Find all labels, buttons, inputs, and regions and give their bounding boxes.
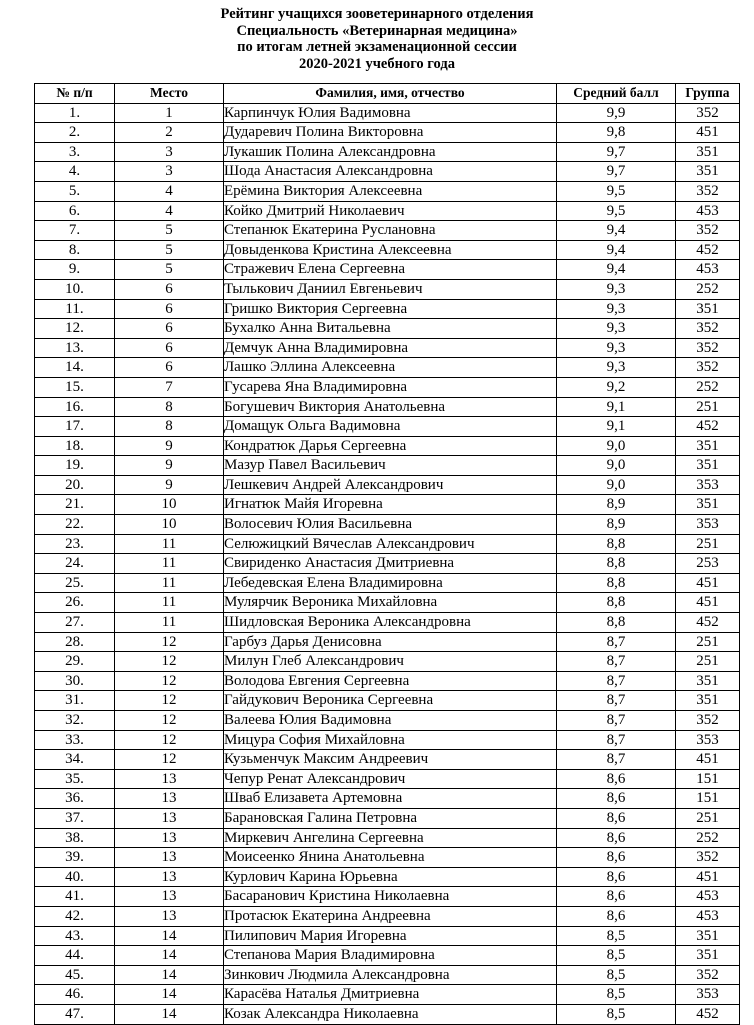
table-row	[35, 652, 740, 672]
average-score-cell: 8,8	[557, 534, 676, 554]
group-cell: 351	[676, 162, 740, 182]
average-score-cell: 9,7	[557, 142, 676, 162]
average-score-cell: 9,3	[557, 319, 676, 339]
average-score-cell: 9,4	[557, 221, 676, 241]
place-cell: 10	[115, 515, 224, 535]
average-score-cell: 8,8	[557, 573, 676, 593]
column-header-average-score: Средний балл	[557, 84, 676, 104]
average-score-cell: 9,0	[557, 456, 676, 476]
table-row	[35, 417, 740, 437]
full-name-cell: Гарбуз Дарья Денисовна	[224, 632, 557, 652]
full-name-cell: Селюжицкий Вячеслав Александрович	[224, 534, 557, 554]
row-number-cell: 31.	[35, 691, 115, 711]
row-number-cell: 30.	[35, 671, 115, 691]
group-cell: 253	[676, 554, 740, 574]
table-row	[35, 965, 740, 985]
average-score-cell: 8,6	[557, 828, 676, 848]
full-name-cell: Мицура София Михайловна	[224, 730, 557, 750]
place-cell: 6	[115, 299, 224, 319]
group-cell: 452	[676, 240, 740, 260]
group-cell: 453	[676, 201, 740, 221]
row-number-cell: 40.	[35, 867, 115, 887]
place-cell: 2	[115, 123, 224, 143]
place-cell: 9	[115, 436, 224, 456]
row-number-cell: 17.	[35, 417, 115, 437]
place-cell: 13	[115, 848, 224, 868]
place-cell: 14	[115, 946, 224, 966]
full-name-cell: Кондратюк Дарья Сергеевна	[224, 436, 557, 456]
header-academic-year: 2020-2021 учебного года	[299, 55, 455, 72]
full-name-cell: Шода Анастасия Александровна	[224, 162, 557, 182]
group-cell: 352	[676, 338, 740, 358]
place-cell: 14	[115, 965, 224, 985]
table-row	[35, 730, 740, 750]
average-score-cell: 9,9	[557, 103, 676, 123]
row-number-cell: 39.	[35, 848, 115, 868]
full-name-cell: Степанова Мария Владимировна	[224, 946, 557, 966]
average-score-cell: 8,9	[557, 495, 676, 515]
group-cell: 352	[676, 711, 740, 731]
row-number-cell: 21.	[35, 495, 115, 515]
full-name-cell: Домащук Ольга Вадимовна	[224, 417, 557, 437]
table-row	[35, 534, 740, 554]
table-row	[35, 377, 740, 397]
table-row	[35, 808, 740, 828]
table-row	[35, 985, 740, 1005]
row-number-cell: 32.	[35, 711, 115, 731]
table-row	[35, 750, 740, 770]
average-score-cell: 8,6	[557, 789, 676, 809]
average-score-cell: 8,7	[557, 750, 676, 770]
place-cell: 8	[115, 417, 224, 437]
full-name-cell: Гришко Виктория Сергеевна	[224, 299, 557, 319]
group-cell: 453	[676, 260, 740, 280]
row-number-cell: 26.	[35, 593, 115, 613]
table-row	[35, 848, 740, 868]
full-name-cell: Довыденкова Кристина Алексеевна	[224, 240, 557, 260]
average-score-cell: 9,2	[557, 377, 676, 397]
place-cell: 6	[115, 338, 224, 358]
group-cell: 352	[676, 221, 740, 241]
full-name-cell: Гайдукович Вероника Сергеевна	[224, 691, 557, 711]
group-cell: 252	[676, 828, 740, 848]
table-row	[35, 358, 740, 378]
row-number-cell: 11.	[35, 299, 115, 319]
row-number-cell: 44.	[35, 946, 115, 966]
group-cell: 151	[676, 769, 740, 789]
row-number-cell: 10.	[35, 279, 115, 299]
row-number-cell: 45.	[35, 965, 115, 985]
table-row	[35, 181, 740, 201]
row-number-cell: 25.	[35, 573, 115, 593]
rating-table	[34, 83, 740, 1025]
table-row	[35, 162, 740, 182]
place-cell: 13	[115, 867, 224, 887]
full-name-cell: Стражевич Елена Сергеевна	[224, 260, 557, 280]
group-cell: 351	[676, 946, 740, 966]
table-row	[35, 240, 740, 260]
table-row	[35, 123, 740, 143]
full-name-cell: Демчук Анна Владимировна	[224, 338, 557, 358]
place-cell: 3	[115, 142, 224, 162]
table-row	[35, 142, 740, 162]
group-cell: 251	[676, 534, 740, 554]
table-row	[35, 554, 740, 574]
row-number-cell: 12.	[35, 319, 115, 339]
full-name-cell: Пилипович Мария Игоревна	[224, 926, 557, 946]
row-number-cell: 1.	[35, 103, 115, 123]
column-header-number: № п/п	[35, 84, 115, 104]
row-number-cell: 16.	[35, 397, 115, 417]
group-cell: 352	[676, 319, 740, 339]
table-row	[35, 887, 740, 907]
row-number-cell: 28.	[35, 632, 115, 652]
average-score-cell: 8,8	[557, 554, 676, 574]
row-number-cell: 23.	[35, 534, 115, 554]
place-cell: 11	[115, 593, 224, 613]
header-title: Рейтинг учащихся зооветеринарного отделения	[220, 6, 534, 22]
group-cell: 353	[676, 985, 740, 1005]
row-number-cell: 7.	[35, 221, 115, 241]
row-number-cell: 43.	[35, 926, 115, 946]
row-number-cell: 15.	[35, 377, 115, 397]
average-score-cell: 8,7	[557, 671, 676, 691]
average-score-cell: 8,6	[557, 887, 676, 907]
average-score-cell: 8,8	[557, 593, 676, 613]
average-score-cell: 8,5	[557, 926, 676, 946]
average-score-cell: 8,6	[557, 848, 676, 868]
full-name-cell: Ерёмина Виктория Алексеевна	[224, 181, 557, 201]
table-row	[35, 828, 740, 848]
row-number-cell: 5.	[35, 181, 115, 201]
table-row	[35, 691, 740, 711]
row-number-cell: 46.	[35, 985, 115, 1005]
place-cell: 10	[115, 495, 224, 515]
group-cell: 351	[676, 691, 740, 711]
table-body	[35, 103, 740, 1024]
place-cell: 14	[115, 985, 224, 1005]
full-name-cell: Милун Глеб Александрович	[224, 652, 557, 672]
full-name-cell: Карпинчук Юлия Вадимовна	[224, 103, 557, 123]
average-score-cell: 9,7	[557, 162, 676, 182]
row-number-cell: 18.	[35, 436, 115, 456]
place-cell: 3	[115, 162, 224, 182]
row-number-cell: 4.	[35, 162, 115, 182]
full-name-cell: Кузьменчук Максим Андреевич	[224, 750, 557, 770]
average-score-cell: 8,5	[557, 985, 676, 1005]
row-number-cell: 19.	[35, 456, 115, 476]
table-row	[35, 613, 740, 633]
group-cell: 351	[676, 456, 740, 476]
group-cell: 251	[676, 632, 740, 652]
row-number-cell: 27.	[35, 613, 115, 633]
group-cell: 451	[676, 573, 740, 593]
full-name-cell: Бухалко Анна Витальевна	[224, 319, 557, 339]
full-name-cell: Койко Дмитрий Николаевич	[224, 201, 557, 221]
table-row	[35, 946, 740, 966]
group-cell: 451	[676, 123, 740, 143]
average-score-cell: 8,9	[557, 515, 676, 535]
group-cell: 451	[676, 593, 740, 613]
place-cell: 14	[115, 926, 224, 946]
place-cell: 12	[115, 632, 224, 652]
table-row	[35, 279, 740, 299]
average-score-cell: 9,3	[557, 299, 676, 319]
table-row	[35, 475, 740, 495]
column-header-group: Группа	[676, 84, 740, 104]
average-score-cell: 8,5	[557, 1004, 676, 1024]
row-number-cell: 34.	[35, 750, 115, 770]
place-cell: 13	[115, 789, 224, 809]
place-cell: 5	[115, 240, 224, 260]
table-row	[35, 319, 740, 339]
table-row	[35, 867, 740, 887]
average-score-cell: 8,7	[557, 711, 676, 731]
table-header-row	[35, 84, 740, 104]
full-name-cell: Свириденко Анастасия Дмитриевна	[224, 554, 557, 574]
full-name-cell: Степанюк Екатерина Руслановна	[224, 221, 557, 241]
place-cell: 6	[115, 279, 224, 299]
full-name-cell: Дударевич Полина Викторовна	[224, 123, 557, 143]
header-session: по итогам летней экзаменационной сессии	[237, 39, 517, 56]
table-row	[35, 593, 740, 613]
full-name-cell: Шваб Елизавета Артемовна	[224, 789, 557, 809]
group-cell: 252	[676, 279, 740, 299]
place-cell: 14	[115, 1004, 224, 1024]
table-row	[35, 397, 740, 417]
row-number-cell: 13.	[35, 338, 115, 358]
table-row	[35, 495, 740, 515]
column-header-place: Место	[115, 84, 224, 104]
full-name-cell: Тылькович Даниил Евгеньевич	[224, 279, 557, 299]
place-cell: 12	[115, 730, 224, 750]
full-name-cell: Курлович Карина Юрьевна	[224, 867, 557, 887]
place-cell: 12	[115, 691, 224, 711]
full-name-cell: Басаранович Кристина Николаевна	[224, 887, 557, 907]
row-number-cell: 6.	[35, 201, 115, 221]
full-name-cell: Лешкевич Андрей Александрович	[224, 475, 557, 495]
group-cell: 351	[676, 436, 740, 456]
group-cell: 353	[676, 475, 740, 495]
group-cell: 352	[676, 103, 740, 123]
place-cell: 4	[115, 181, 224, 201]
row-number-cell: 29.	[35, 652, 115, 672]
place-cell: 13	[115, 828, 224, 848]
group-cell: 353	[676, 515, 740, 535]
document-header	[0, 6, 754, 72]
average-score-cell: 9,5	[557, 201, 676, 221]
row-number-cell: 42.	[35, 906, 115, 926]
average-score-cell: 8,7	[557, 691, 676, 711]
group-cell: 151	[676, 789, 740, 809]
full-name-cell: Мулярчик Вероника Михайловна	[224, 593, 557, 613]
place-cell: 12	[115, 711, 224, 731]
table-row	[35, 299, 740, 319]
full-name-cell: Миркевич Ангелина Сергеевна	[224, 828, 557, 848]
place-cell: 5	[115, 260, 224, 280]
average-score-cell: 9,1	[557, 417, 676, 437]
group-cell: 452	[676, 417, 740, 437]
place-cell: 4	[115, 201, 224, 221]
group-cell: 453	[676, 887, 740, 907]
average-score-cell: 9,1	[557, 397, 676, 417]
group-cell: 452	[676, 613, 740, 633]
table-row	[35, 221, 740, 241]
average-score-cell: 9,4	[557, 240, 676, 260]
row-number-cell: 35.	[35, 769, 115, 789]
group-cell: 352	[676, 848, 740, 868]
table-row	[35, 573, 740, 593]
average-score-cell: 9,0	[557, 475, 676, 495]
group-cell: 351	[676, 926, 740, 946]
place-cell: 13	[115, 906, 224, 926]
table-row	[35, 201, 740, 221]
full-name-cell: Карасёва Наталья Дмитриевна	[224, 985, 557, 1005]
row-number-cell: 8.	[35, 240, 115, 260]
place-cell: 11	[115, 554, 224, 574]
place-cell: 11	[115, 613, 224, 633]
group-cell: 352	[676, 358, 740, 378]
place-cell: 7	[115, 377, 224, 397]
full-name-cell: Протасюк Екатерина Андреевна	[224, 906, 557, 926]
table-row	[35, 515, 740, 535]
full-name-cell: Барановская Галина Петровна	[224, 808, 557, 828]
group-cell: 251	[676, 397, 740, 417]
full-name-cell: Моисеенко Янина Анатольевна	[224, 848, 557, 868]
table-row	[35, 338, 740, 358]
full-name-cell: Лукашик Полина Александровна	[224, 142, 557, 162]
row-number-cell: 20.	[35, 475, 115, 495]
average-score-cell: 8,7	[557, 730, 676, 750]
place-cell: 8	[115, 397, 224, 417]
place-cell: 12	[115, 750, 224, 770]
row-number-cell: 24.	[35, 554, 115, 574]
full-name-cell: Валеева Юлия Вадимовна	[224, 711, 557, 731]
average-score-cell: 9,0	[557, 436, 676, 456]
place-cell: 9	[115, 475, 224, 495]
table-row	[35, 769, 740, 789]
row-number-cell: 36.	[35, 789, 115, 809]
group-cell: 452	[676, 1004, 740, 1024]
row-number-cell: 37.	[35, 808, 115, 828]
place-cell: 13	[115, 808, 224, 828]
place-cell: 12	[115, 671, 224, 691]
place-cell: 11	[115, 534, 224, 554]
place-cell: 12	[115, 652, 224, 672]
average-score-cell: 8,7	[557, 632, 676, 652]
table-row	[35, 926, 740, 946]
row-number-cell: 22.	[35, 515, 115, 535]
average-score-cell: 8,7	[557, 652, 676, 672]
group-cell: 352	[676, 965, 740, 985]
place-cell: 5	[115, 221, 224, 241]
table-row	[35, 436, 740, 456]
average-score-cell: 8,8	[557, 613, 676, 633]
full-name-cell: Зинкович Людмила Александровна	[224, 965, 557, 985]
table-row	[35, 789, 740, 809]
average-score-cell: 8,6	[557, 867, 676, 887]
average-score-cell: 8,5	[557, 965, 676, 985]
full-name-cell: Чепур Ренат Александрович	[224, 769, 557, 789]
average-score-cell: 9,8	[557, 123, 676, 143]
full-name-cell: Козак Александра Николаевна	[224, 1004, 557, 1024]
row-number-cell: 3.	[35, 142, 115, 162]
average-score-cell: 8,6	[557, 906, 676, 926]
group-cell: 351	[676, 299, 740, 319]
place-cell: 11	[115, 573, 224, 593]
full-name-cell: Волосевич Юлия Васильевна	[224, 515, 557, 535]
group-cell: 252	[676, 377, 740, 397]
table-row	[35, 671, 740, 691]
header-specialty: Специальность «Ветеринарная медицина»	[236, 22, 518, 39]
average-score-cell: 8,5	[557, 946, 676, 966]
group-cell: 453	[676, 906, 740, 926]
group-cell: 251	[676, 652, 740, 672]
table-row	[35, 711, 740, 731]
group-cell: 451	[676, 867, 740, 887]
table-row	[35, 103, 740, 123]
table-row	[35, 906, 740, 926]
full-name-cell: Мазур Павел Васильевич	[224, 456, 557, 476]
full-name-cell: Игнатюк Майя Игоревна	[224, 495, 557, 515]
place-cell: 13	[115, 887, 224, 907]
group-cell: 351	[676, 671, 740, 691]
average-score-cell: 9,3	[557, 338, 676, 358]
full-name-cell: Лашко Эллина Алексеевна	[224, 358, 557, 378]
place-cell: 9	[115, 456, 224, 476]
place-cell: 6	[115, 319, 224, 339]
table-row	[35, 1004, 740, 1024]
row-number-cell: 2.	[35, 123, 115, 143]
row-number-cell: 14.	[35, 358, 115, 378]
table-row	[35, 632, 740, 652]
group-cell: 353	[676, 730, 740, 750]
row-number-cell: 38.	[35, 828, 115, 848]
full-name-cell: Шидловская Вероника Александровна	[224, 613, 557, 633]
table-row	[35, 260, 740, 280]
place-cell: 13	[115, 769, 224, 789]
group-cell: 352	[676, 181, 740, 201]
table-row	[35, 456, 740, 476]
row-number-cell: 41.	[35, 887, 115, 907]
group-cell: 451	[676, 750, 740, 770]
row-number-cell: 9.	[35, 260, 115, 280]
average-score-cell: 8,6	[557, 808, 676, 828]
column-header-full-name: Фамилия, имя, отчество	[224, 84, 557, 104]
group-cell: 351	[676, 142, 740, 162]
full-name-cell: Лебедевская Елена Владимировна	[224, 573, 557, 593]
group-cell: 251	[676, 808, 740, 828]
average-score-cell: 9,3	[557, 358, 676, 378]
row-number-cell: 33.	[35, 730, 115, 750]
average-score-cell: 8,6	[557, 769, 676, 789]
row-number-cell: 47.	[35, 1004, 115, 1024]
full-name-cell: Володова Евгения Сергеевна	[224, 671, 557, 691]
average-score-cell: 9,3	[557, 279, 676, 299]
place-cell: 6	[115, 358, 224, 378]
group-cell: 351	[676, 495, 740, 515]
full-name-cell: Гусарева Яна Владимировна	[224, 377, 557, 397]
average-score-cell: 9,4	[557, 260, 676, 280]
place-cell: 1	[115, 103, 224, 123]
full-name-cell: Богушевич Виктория Анатольевна	[224, 397, 557, 417]
average-score-cell: 9,5	[557, 181, 676, 201]
